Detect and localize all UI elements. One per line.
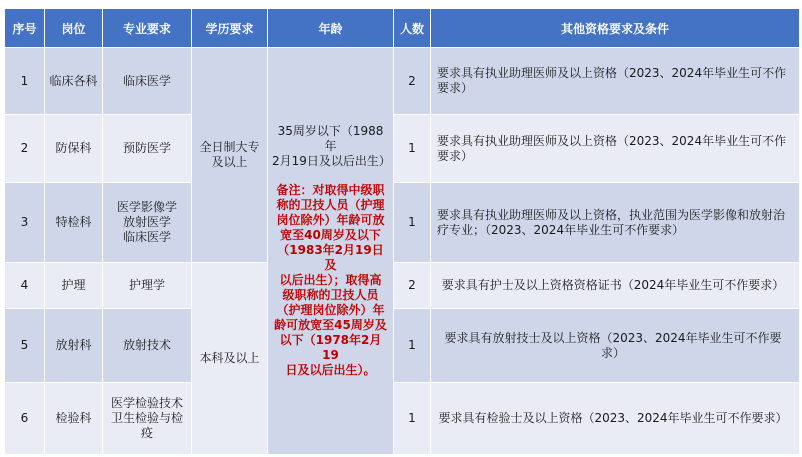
row-other: 要求具有放射技士及以上资格（2023、2024年毕业生可不作要求） [431,309,800,383]
age-line: 2月19日及以后出生） [272,154,391,168]
major-line: 预防医学 [122,141,171,155]
education-line: 全日制大专 [199,140,260,154]
major-line: 卫生检验与检疫 [110,411,183,440]
row-count: 2 [394,263,431,309]
row-major [103,383,192,455]
note-line: 称的卫技人员（护理 [276,198,385,212]
note-line: 龄可放宽至45周岁及 [274,318,387,332]
header-post: 岗位 [45,9,103,48]
note-line: （护理岗位除外）年 [276,303,385,317]
major-line: 放射医学 [122,215,171,229]
education-line: 及以上 [211,155,248,169]
row-post: 特检科 [45,183,103,263]
row-no: 4 [5,263,45,309]
row-other: 要求具有护士及以上资格资格证书（2024年毕业生可不作要求） [431,263,800,309]
note-line: 宽至40周岁及以下 [280,228,381,242]
row-no: 5 [5,309,45,383]
note-line: 以下（1978年2月19 [279,333,382,362]
major-line: 护理学 [128,278,165,292]
row-major [103,183,192,263]
header-row [5,9,800,48]
row-major [103,115,192,183]
table-row [5,309,800,383]
education-cell-2: 本科及以上 [192,263,268,455]
row-other: 要求具有检验士及以上资格（2023、2024年毕业生可不作要求） [431,383,800,455]
note-line: 级职称的卫技人员 [282,288,379,302]
row-other: 要求具有执业助理医师及以上资格（2023、2024年毕业生可不作要求） [431,115,800,183]
education-cell-1 [192,48,268,263]
header-no: 序号 [5,9,45,48]
row-other: 要求具有执业助理医师及以上资格，执业范围为医学影像和放射治疗专业；（2023、2024年毕业生可不作要求） [431,183,800,263]
header-age: 年龄 [268,9,394,48]
major-line: 医学检验技术 [110,396,183,410]
row-post: 临床各科 [45,48,103,115]
row-no: 2 [5,115,45,183]
major-line: 放射技术 [122,338,171,352]
age-note-text [272,183,389,378]
row-major [103,309,192,383]
table-row [5,263,800,309]
row-major [103,263,192,309]
age-line: 35周岁以下（1988年 [277,124,384,153]
header-major: 专业要求 [103,9,192,48]
row-major [103,48,192,115]
major-line: 临床医学 [122,73,171,88]
row-count: 2 [394,48,431,115]
note-line: 以后出生）；取得高 [279,273,382,287]
table-row [5,115,800,183]
age-normal-text [272,124,389,169]
note-line: 岗位除外）年龄可放 [276,213,385,227]
table-row [5,183,800,263]
row-no: 6 [5,383,45,455]
recruitment-table [4,8,800,455]
note-line: 备注：对取得中级职 [276,183,385,197]
row-count: 1 [394,115,431,183]
table-row [5,383,800,455]
row-count: 1 [394,183,431,263]
table-row [5,48,800,115]
major-line: 临床医学 [122,230,171,244]
row-post: 放射科 [45,309,103,383]
row-no: 1 [5,48,45,115]
row-no: 3 [5,183,45,263]
row-post: 防保科 [45,115,103,183]
header-count: 人数 [394,9,431,48]
header-education: 学历要求 [192,9,268,48]
age-cell [268,48,394,455]
header-other: 其他资格要求及条件 [431,9,800,48]
major-line: 医学影像学 [116,200,177,214]
row-post: 护理 [45,263,103,309]
row-other: 要求具有执业助理医师及以上资格（2023、2024年毕业生可不作要求） [431,48,800,115]
row-post: 检验科 [45,383,103,455]
row-count: 1 [394,309,431,383]
note-line: （1983年2月19日及 [277,243,384,272]
note-line: 日及以后出生）。 [285,363,376,377]
row-count: 1 [394,383,431,455]
